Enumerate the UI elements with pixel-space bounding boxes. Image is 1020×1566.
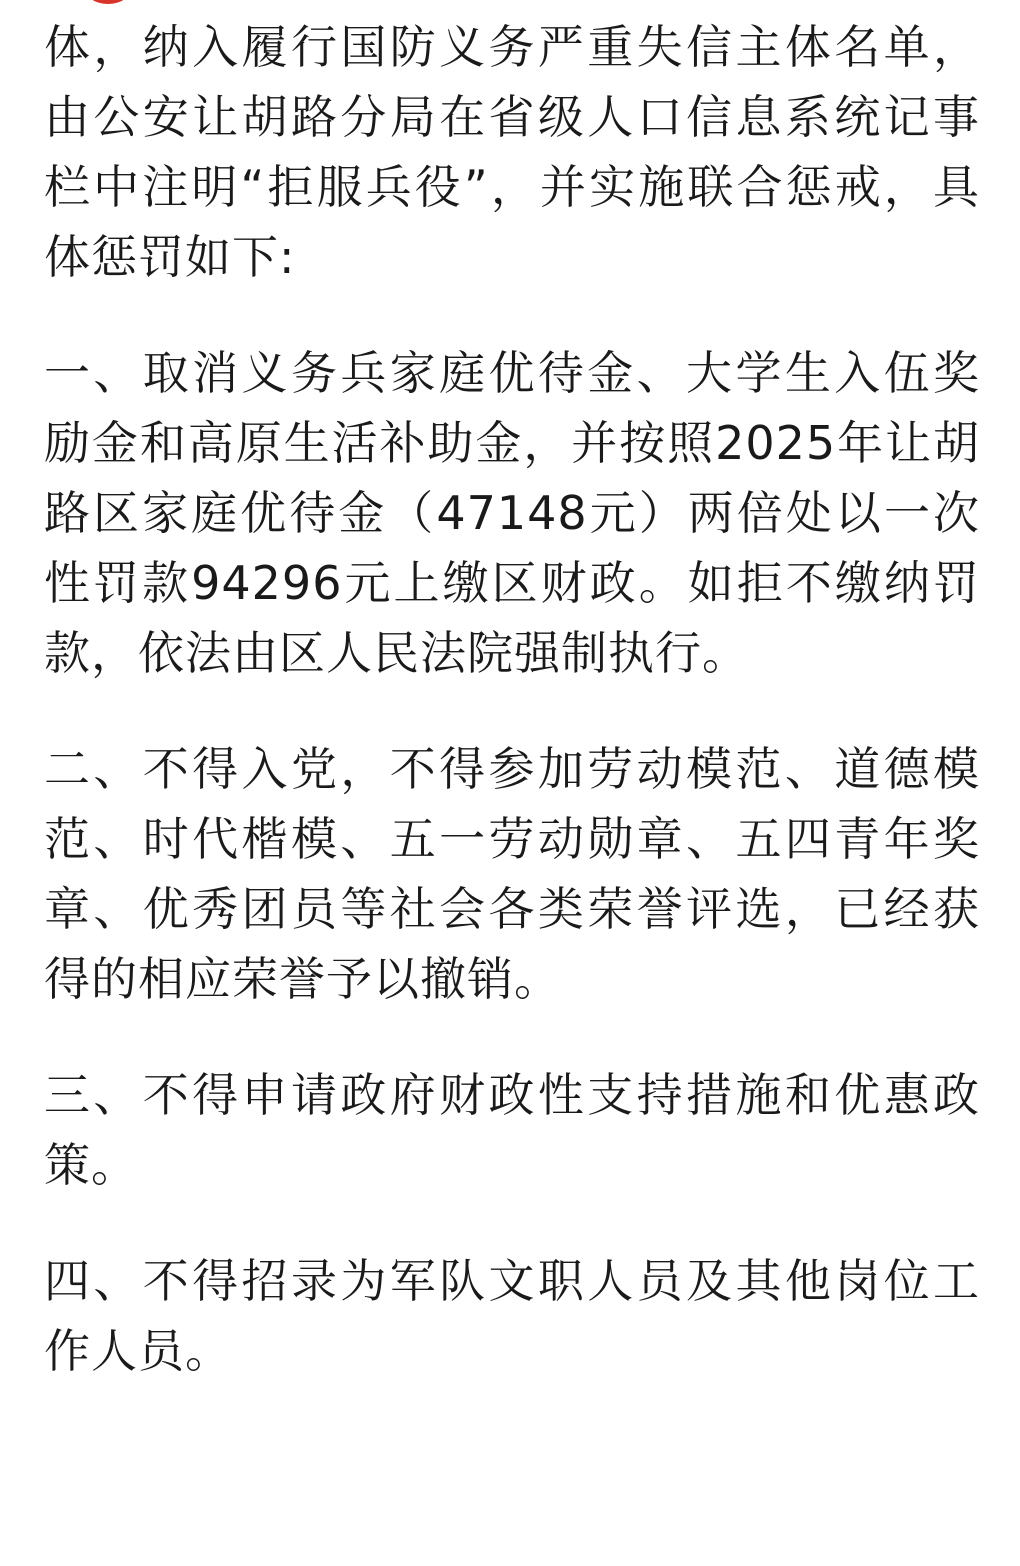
- paragraph-item-1: 一、取消义务兵家庭优待金、大学生入伍奖励金和高原生活补助金，并按照2025年让胡路区家庭优待金（47148元）两倍处以一次性罚款94296元上缴区财政。如拒不缴纳罚款，依法由区人民法院强制执行。: [44, 346, 980, 680]
- paragraph-intro: 体，纳入履行国防义务严重失信主体名单，由公安让胡路分局在省级人口信息系统记事栏中注明“拒服兵役”，并实施联合惩戒，具体惩罚如下:: [44, 20, 980, 284]
- article-body: [44, 12, 980, 1386]
- cropped-red-mark: [88, 0, 128, 4]
- paragraph-item-4: 四、不得招录为军队文职人员及其他岗位工作人员。: [44, 1254, 980, 1378]
- paragraph-item-2: 二、不得入党，不得参加劳动模范、道德模范、时代楷模、五一劳动勋章、五四青年奖章、优秀团员等社会各类荣誉评选，已经获得的相应荣誉予以撤销。: [44, 742, 980, 1006]
- paragraph-item-3: 三、不得申请政府财政性支持措施和优惠政策。: [44, 1068, 980, 1192]
